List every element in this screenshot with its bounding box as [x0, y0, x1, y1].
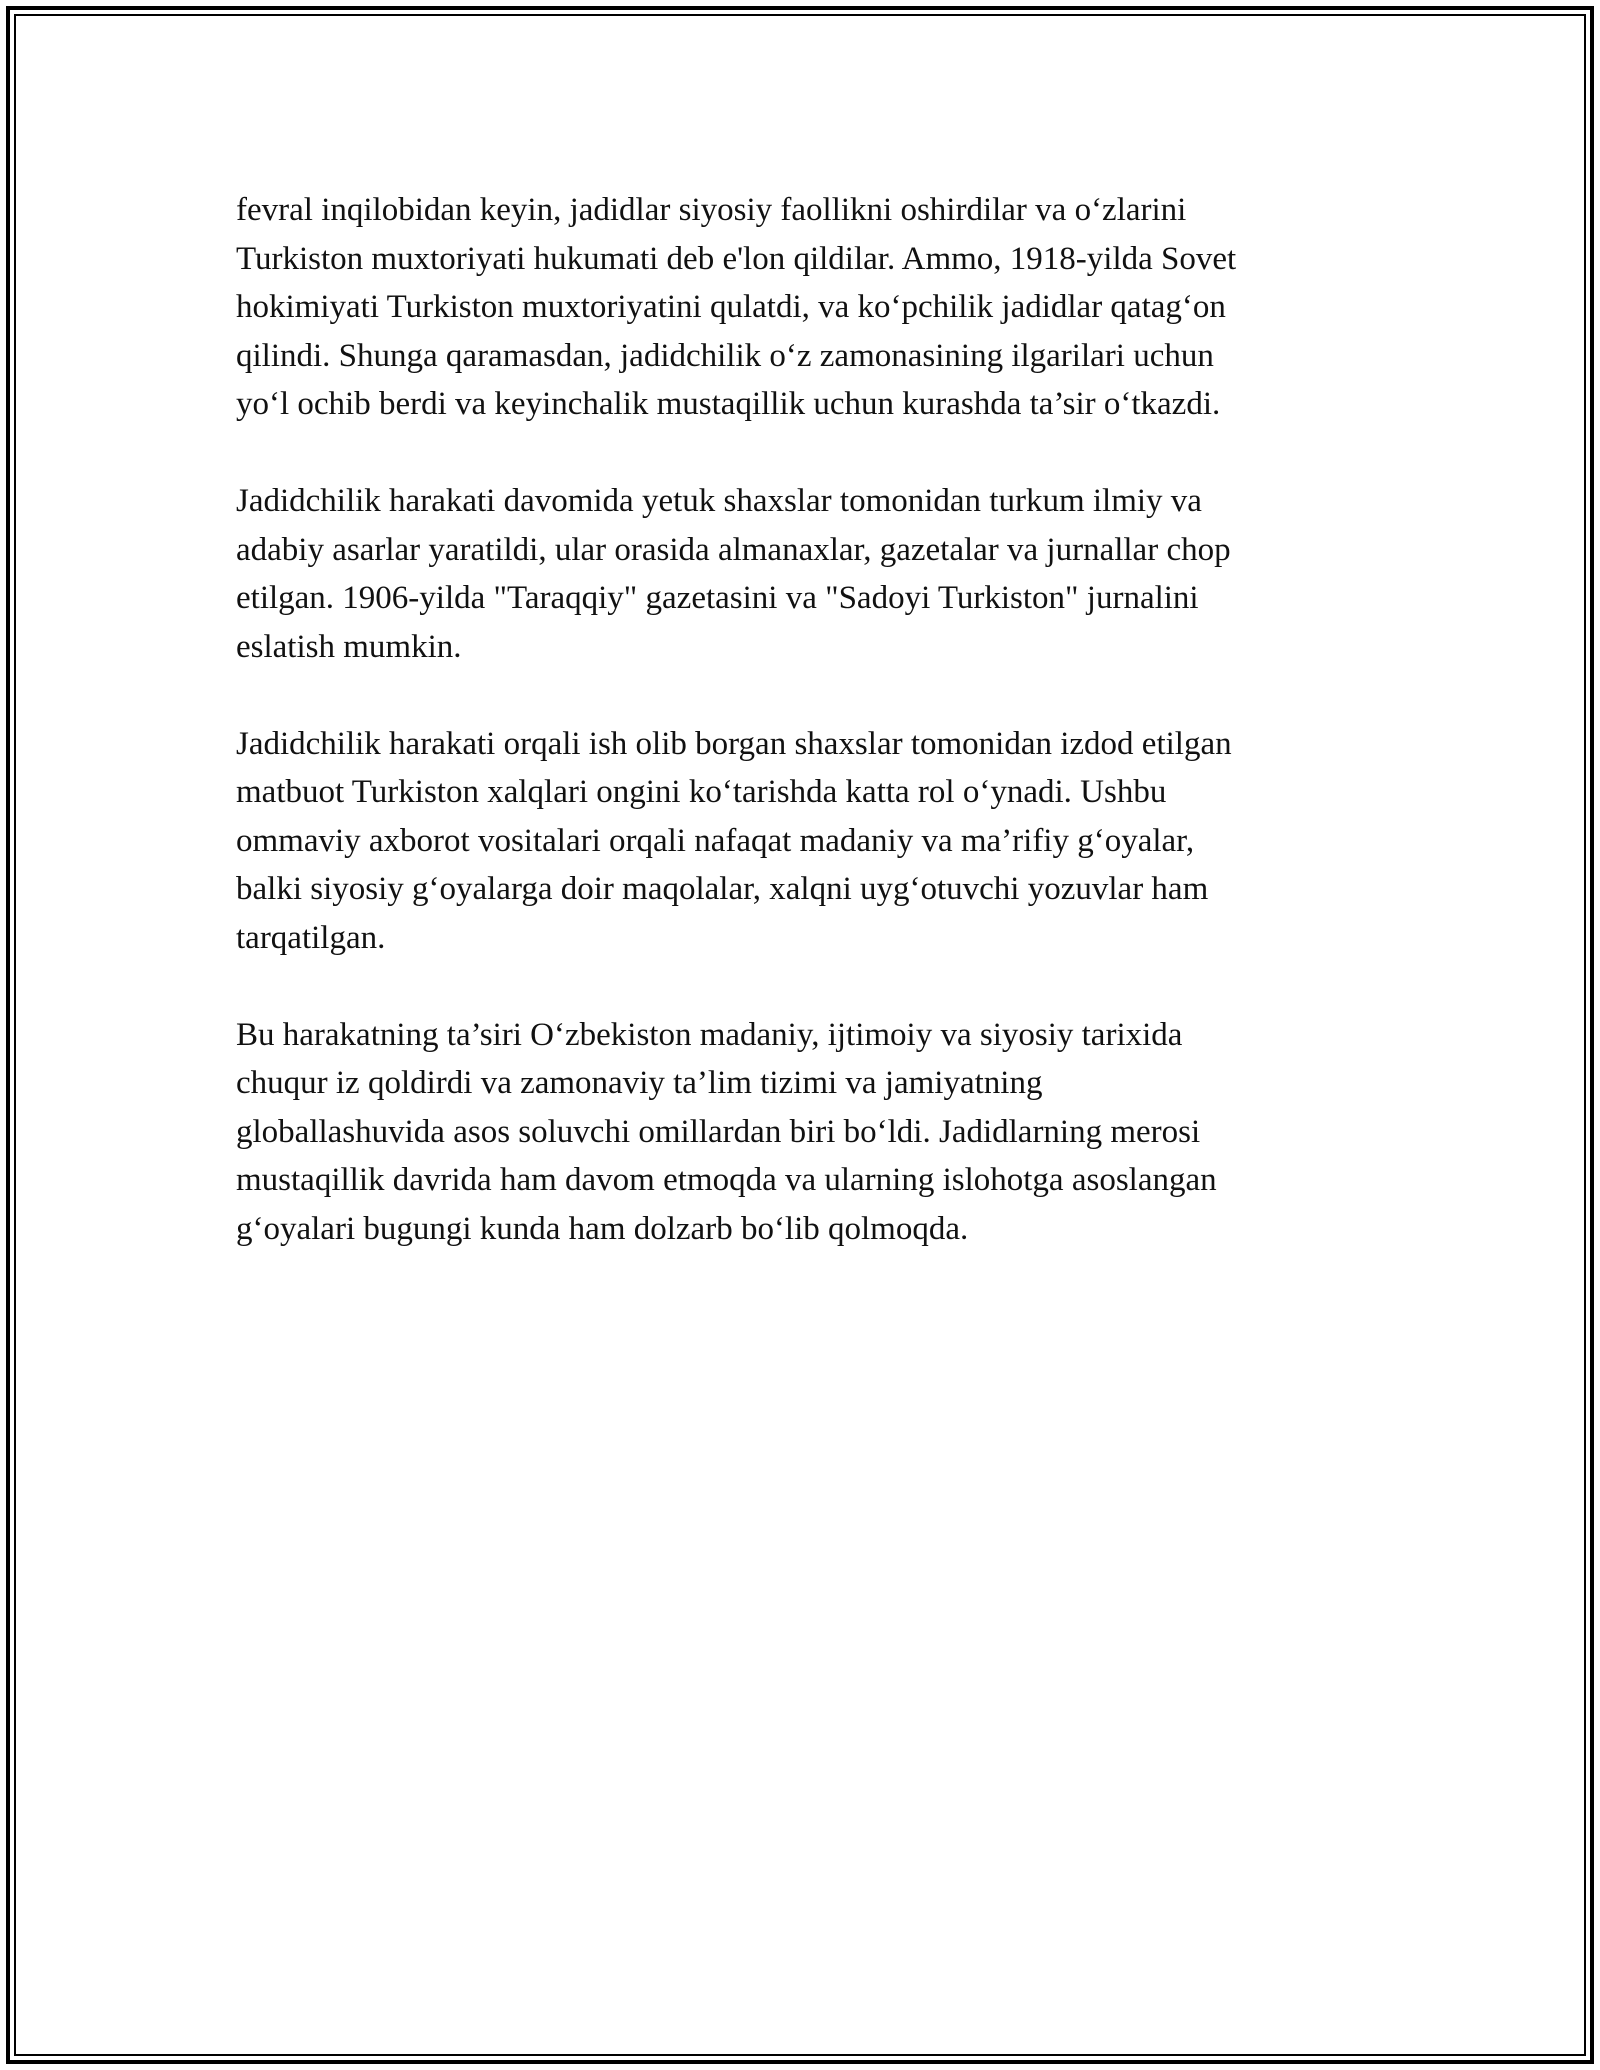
paragraph-4 [236, 1011, 1386, 1254]
text-line: etilgan. 1906-yilda "Taraqqiy" gazetasini va "Sadoyi Turkiston" jurnalini [236, 580, 1199, 616]
paragraph-1 [236, 186, 1386, 429]
text-line: g‘oyalari bugungi kunda ham dolzarb bo‘lib qolmoqda. [236, 1210, 969, 1247]
text-line: Turkiston muxtoriyati hukumati deb e'lon qildilar. Ammo, 1918-yilda Sovet [236, 240, 1237, 277]
text-line: Jadidchilik harakati davomida yetuk shaxslar tomonidan turkum ilmiy va [236, 483, 1202, 519]
text-line: fevral inqilobidan keyin, jadidlar siyosiy faollikni oshirdilar va o‘zlarini [236, 192, 1187, 228]
paragraph-3 [236, 720, 1386, 963]
text-line: Bu harakatning ta’siri O‘zbekiston madaniy, ijtimoiy va siyosiy tarixida [236, 1016, 1183, 1053]
text-line: balki siyosiy g‘oyalarga doir maqolalar, xalqni uyg‘otuvchi yozuvlar ham [236, 871, 1209, 907]
text-line: hokimiyati Turkiston muxtoriyatini qulatdi, va ko‘pchilik jadidlar qatag‘on [236, 289, 1226, 325]
text-line: chuqur iz qoldirdi va zamonaviy ta’lim tizimi va jamiyatning [236, 1065, 1043, 1101]
paragraph-2 [236, 477, 1386, 671]
text-line: mustaqillik davrida ham davom etmoqda va ularning islohotga asoslangan [236, 1162, 1217, 1198]
text-line: qilindi. Shunga qaramasdan, jadidchilik o‘z zamonasining ilgarilari uchun [236, 337, 1214, 374]
text-line: adabiy asarlar yaratildi, ular orasida almanaxlar, gazetalar va jurnallar chop [236, 531, 1231, 568]
text-line: matbuot Turkiston xalqlari ongini ko‘tarishda katta rol o‘ynadi. Ushbu [236, 774, 1167, 810]
text-line: eslatish mumkin. [236, 628, 462, 665]
text-line: Jadidchilik harakati orqali ish olib borgan shaxslar tomonidan izdod etilgan [236, 725, 1232, 762]
text-line: tarqatilgan. [236, 919, 386, 956]
text-line: globallashuvida asos soluvchi omillardan biri bo‘ldi. Jadidlarning merosi [236, 1113, 1201, 1150]
document-body [236, 186, 1386, 1302]
text-line: ommaviy axborot vositalari orqali nafaqat madaniy va ma’rifiy g‘oyalar, [236, 822, 1195, 859]
text-line: yo‘l ochib berdi va keyinchalik mustaqillik uchun kurashda ta’sir o‘tkazdi. [236, 386, 1221, 422]
